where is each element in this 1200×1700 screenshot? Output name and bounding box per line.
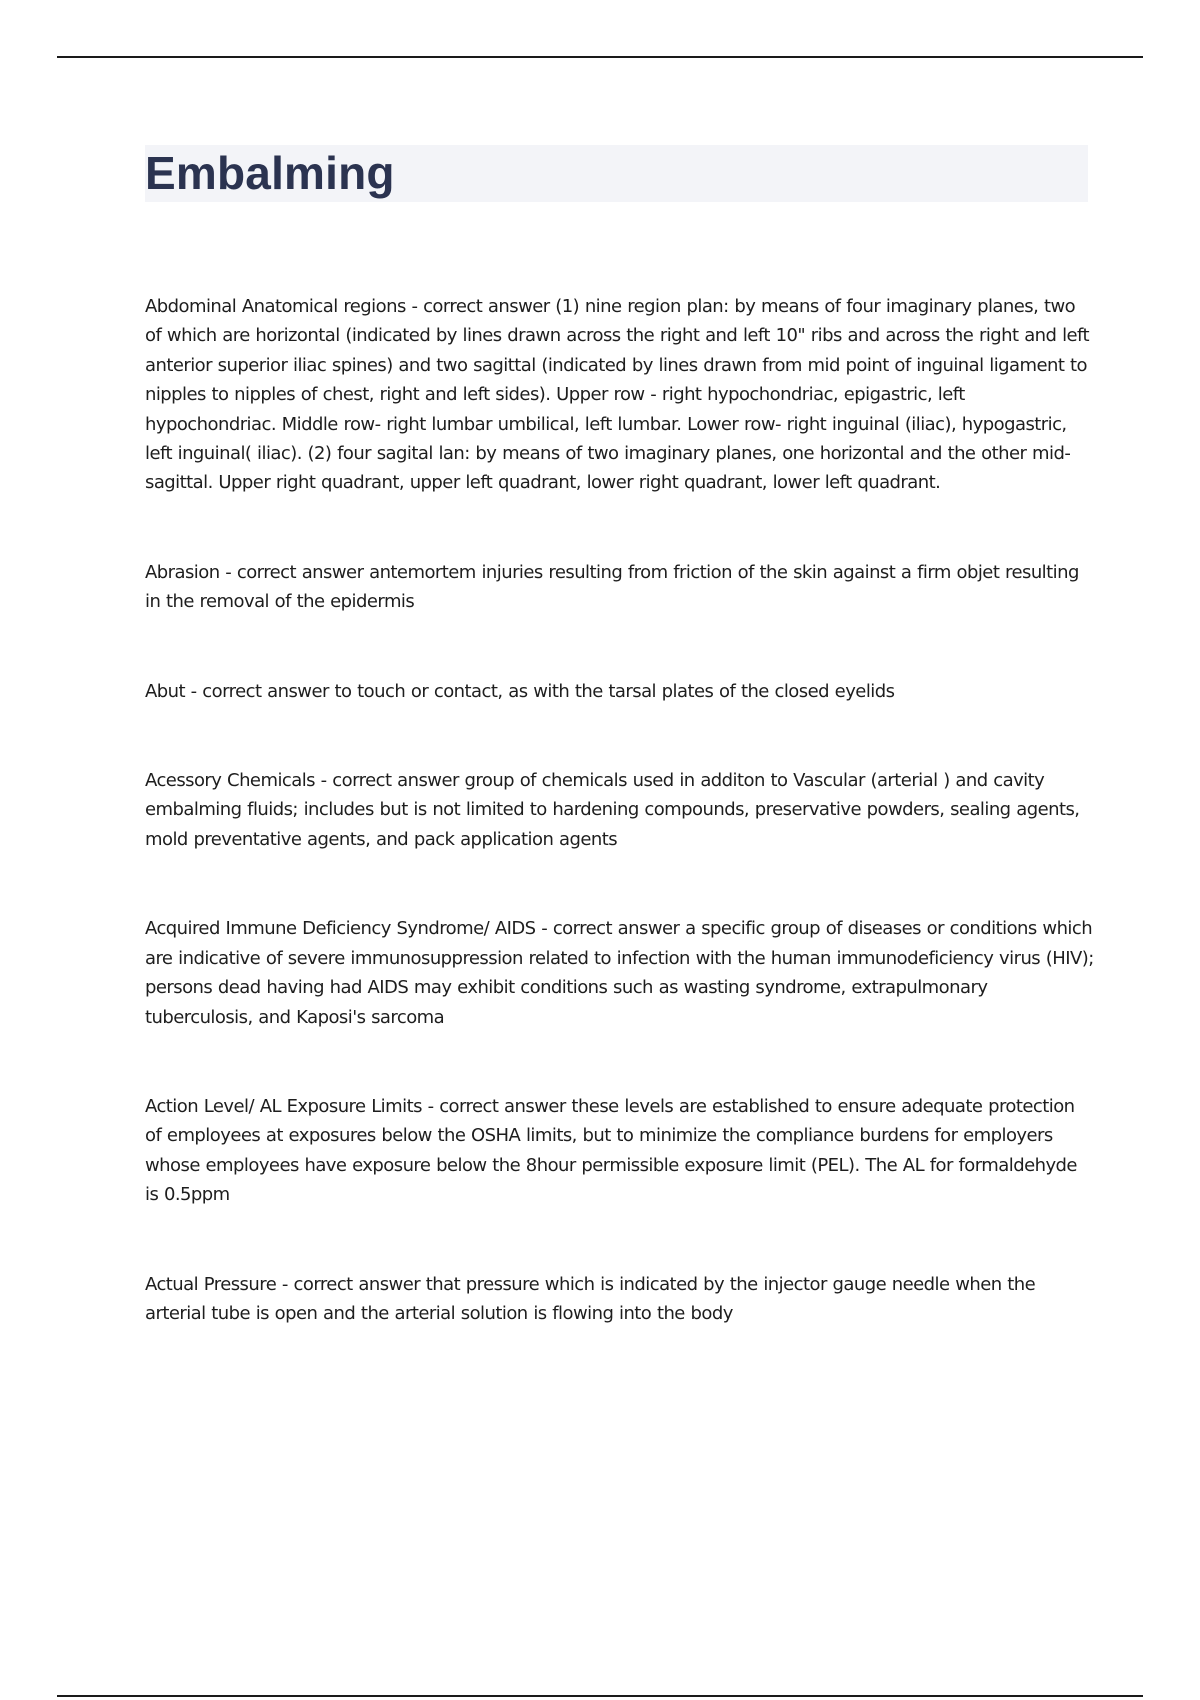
bottom-rule (57, 1695, 1143, 1697)
entry-action-level: Action Level/ AL Exposure Limits - correct answer these levels are established to ensure adequate protection of employees at exposures below the OSHA limits, but to minimize the compliance burdens for employers whose employees have exposure below the 8hour permissible exposure limit (PEL). The AL for formaldehyde is 0.5ppm (145, 1095, 1077, 1206)
entry-list (145, 292, 1095, 1388)
entry-abdominal-anatomical-regions: Abdominal Anatomical regions - correct answer (1) nine region plan: by means of four imaginary planes, two of which are horizontal (indicated by lines drawn across the right and left 10" ribs and across the right and left anterior superior iliac spines) and two sagittal (indicated by lines drawn from mid point of inguinal ligament to nipples to nipples of chest, right and left sides). Upper row - right hypochondriac, epigastric, left hypochondriac. Middle row- right lumbar umbilical, left lumbar. Lower row- right inguinal (iliac), hypogastric, left inguinal( iliac). (2) four sagital lan: by means of two imaginary planes, one horizontal and the other mid- sagittal. Upper right quadrant, upper left quadrant, lower right quadrant, lower left quadrant. (145, 296, 1090, 494)
entry-aids: Acquired Immune Deficiency Syndrome/ AIDS - correct answer a specific group of diseases or conditions which are indicative of severe immunosuppression related to infection with the human immunodeficiency virus (HIV); persons dead having had AIDS may exhibit conditions such as wasting syndrome, extrapulmonary tuberculosis, and Kaposi's sarcoma (145, 918, 1094, 1028)
entry-acessory-chemicals: Acessory Chemicals - correct answer group of chemicals used in additon to Vascular (arterial ) and cavity embalming fluids; includes but is not limited to hardening compounds, preservative powders, sealing agents, mold preventative agents, and pack application agents (145, 770, 1080, 850)
entry-abut: Abut - correct answer to touch or contact, as with the tarsal plates of the closed eyelids (145, 680, 895, 702)
entry-actual-pressure: Actual Pressure - correct answer that pressure which is indicated by the injector gauge needle when the arterial tube is open and the arterial solution is flowing into the body (145, 1273, 1036, 1324)
page-title: Embalming (145, 147, 395, 199)
entry-abrasion: Abrasion - correct answer antemortem injuries resulting from friction of the skin against a firm objet resulting in the removal of the epidermis (145, 561, 1079, 613)
top-rule (57, 56, 1143, 58)
